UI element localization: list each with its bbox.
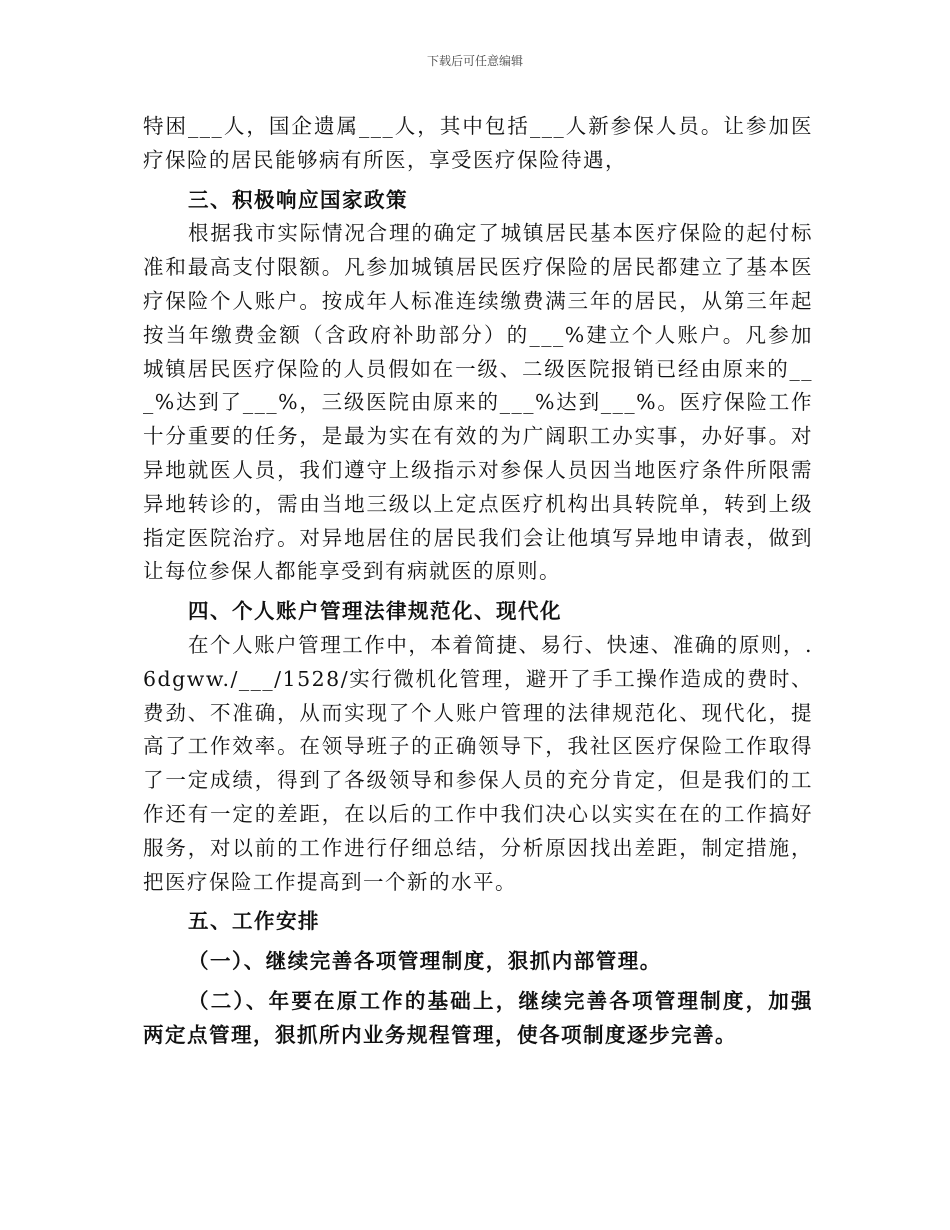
section-heading-5: 五、工作安排 — [188, 909, 320, 934]
paragraph-account-management: 在个人账户管理工作中，本着简捷、易行、快速、准确的原则，.6dgww./___/1528/实行微机化管理，避开了手工操作造成的费时、费劲、不准确，从而实现了个人账户管理的法律规范化、现代化，提高了工作效率。在领导班子的正确领导下，我社区医疗保险工作取得了一定成绩，得到了各级领导和参保人员的充分肯定，但是我们的工作还有一定的差距，在以后的工作中我们决心以实实在在的工作搞好服务，对以前的工作进行仔细总结，分析原因找出差距，制定措施，把医疗保险工作提高到一个新的水平。 — [143, 632, 813, 894]
work-item-1: （一）、继续完善各项管理制度，狠抓内部管理。 — [188, 949, 662, 974]
paragraph-policy: 根据我市实际情况合理的确定了城镇居民基本医疗保险的起付标准和最高支付限额。凡参加城镇居民医疗保险的居民都建立了基本医疗保险个人账户。按成年人标准连续缴费满三年的居民，从第三年起按当年缴费金额（含政府补助部分）的___%建立个人账户。凡参加城镇居民医疗保险的人员假如在一级、二级医院报销已经由原来的___%达到了___%，三级医院由原来的___%达到___%。医疗保险工作十分重要的任务，是最为实在有效的为广阔职工办实事，办好事。对异地就医人员，我们遵守上级指示对参保人员因当地医疗条件所限需异地转诊的，需由当地三级以上定点医疗机构出具转院单，转到上级指定医院治疗。对异地居住的居民我们会让他填写异地申请表，做到让每位参保人都能享受到有病就医的原则。 — [143, 221, 813, 584]
page-header: 下载后可任意编辑 — [426, 54, 523, 68]
work-item-2: （二）、年要在原工作的基础上，继续完善各项管理制度，加强两定点管理，狠抓所内业务规程管理，使各项制度逐步完善。 — [143, 988, 813, 1047]
paragraph-continuation: 特困___人，国企遗属___人，其中包括___人新参保人员。让参加医疗保险的居民能够病有所医，享受医疗保险待遇， — [143, 114, 813, 172]
section-heading-3: 三、积极响应国家政策 — [188, 187, 408, 212]
document-body — [143, 110, 813, 1053]
section-heading-4: 四、个人账户管理法律规范化、现代化 — [188, 599, 562, 624]
